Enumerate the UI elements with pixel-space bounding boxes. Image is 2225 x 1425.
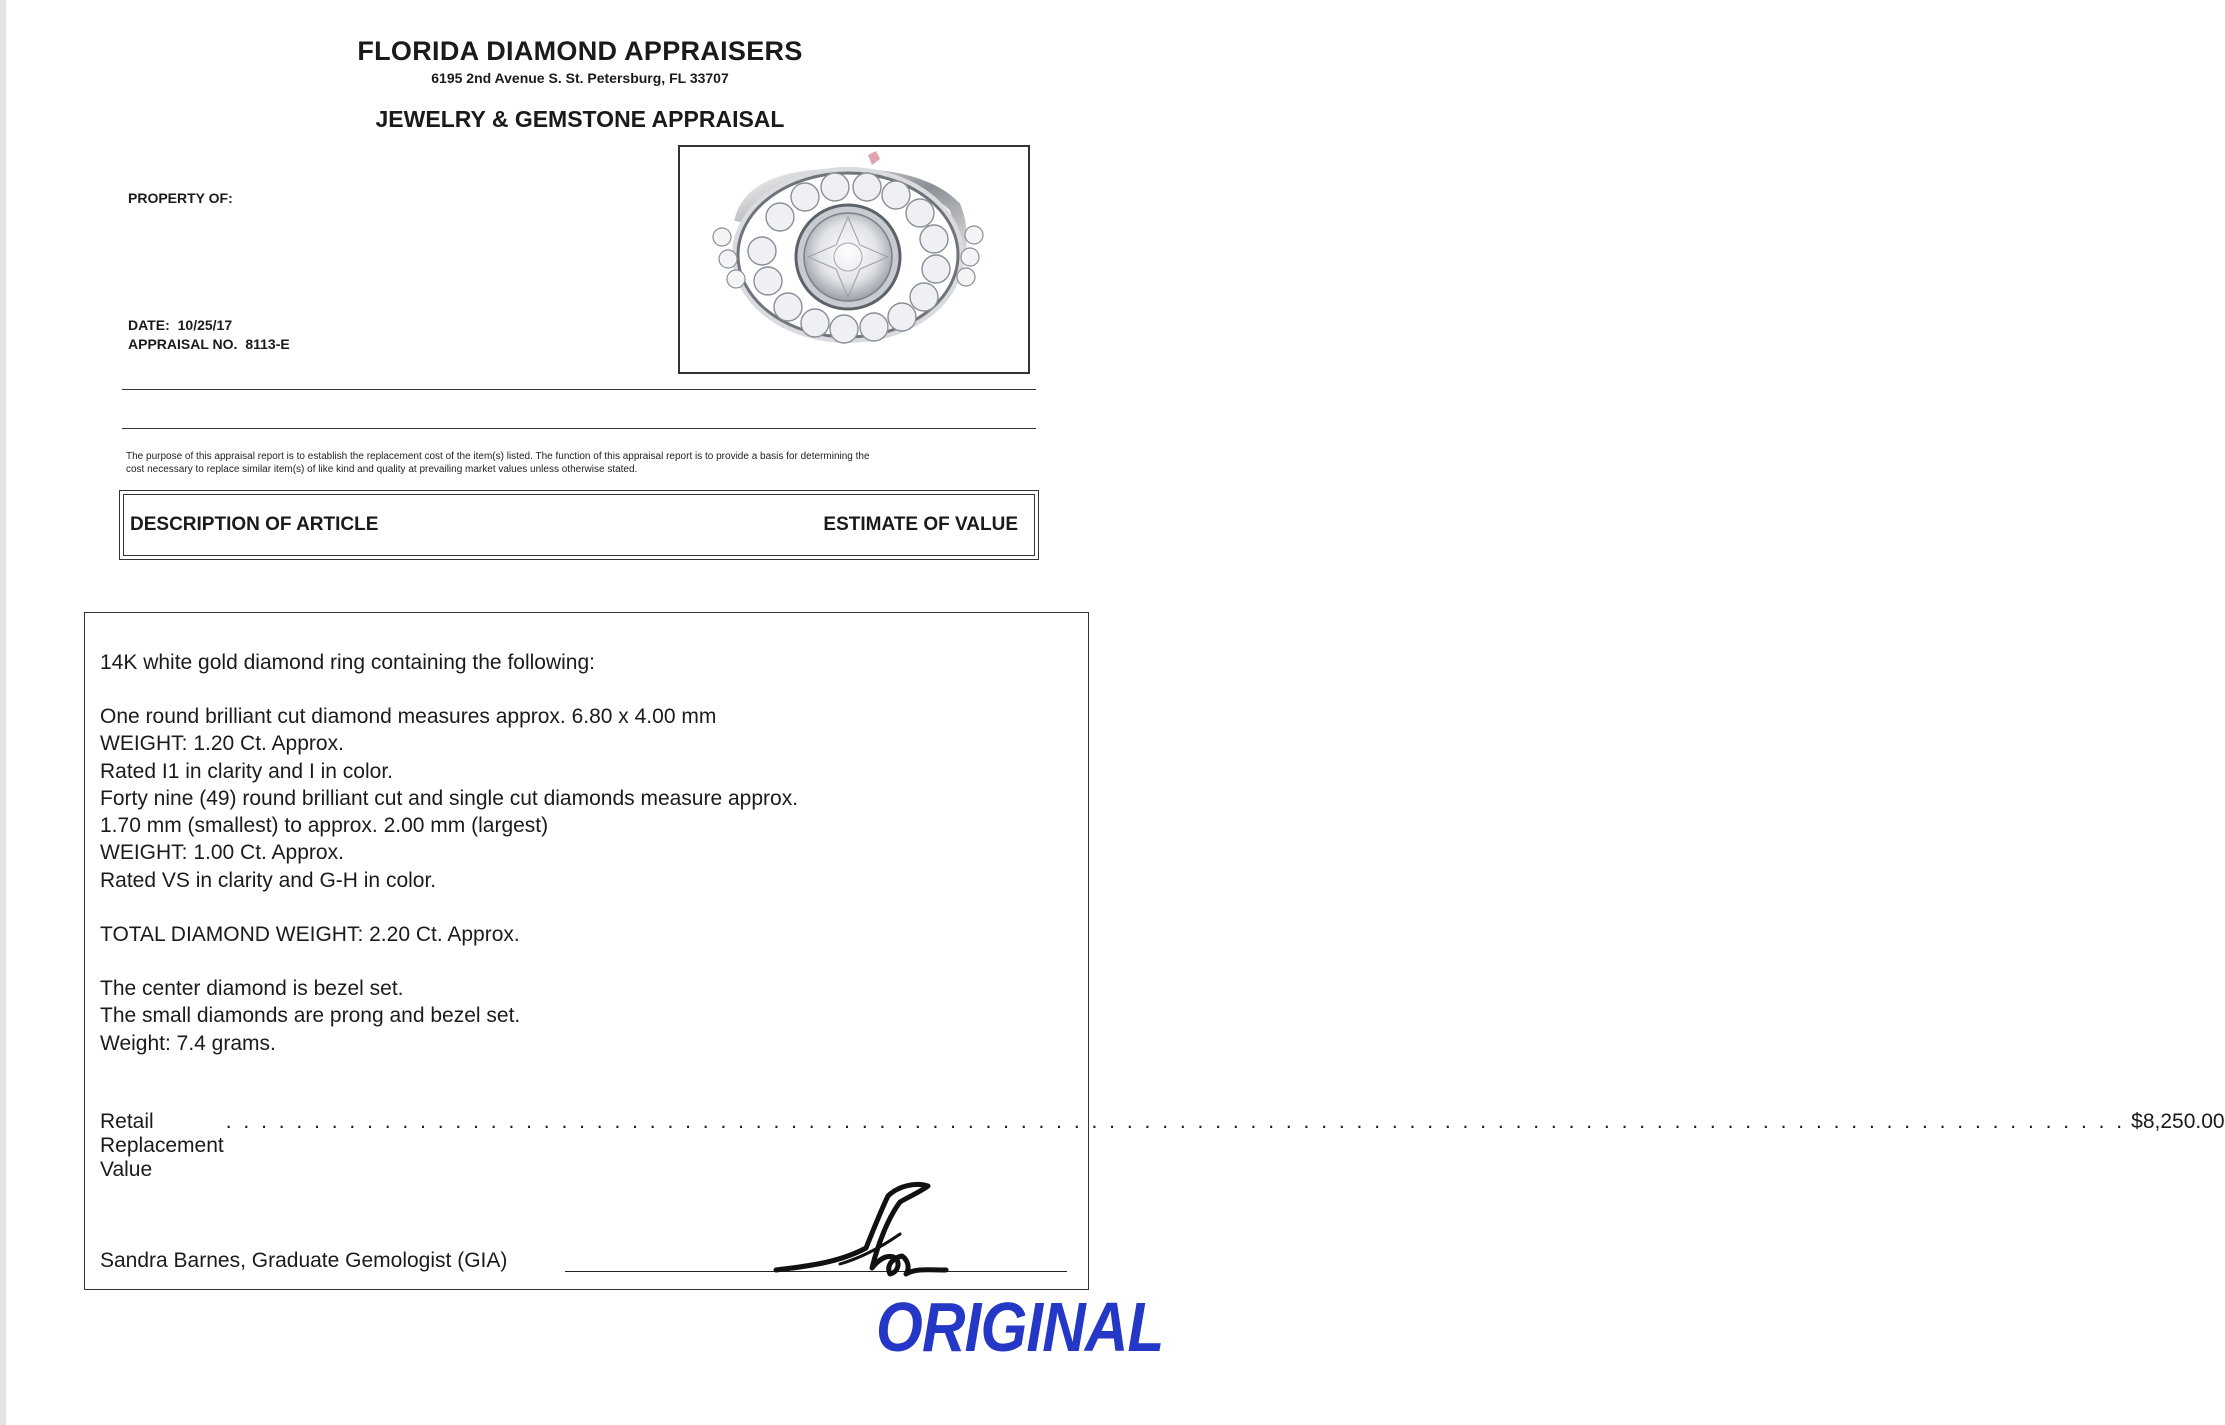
article-header-inner — [123, 494, 1035, 556]
setting-line: Weight: 7.4 grams. — [100, 1031, 276, 1055]
appraisal-number-row — [128, 336, 290, 352]
appraisal-number-label: APPRAISAL NO. — [128, 336, 238, 352]
stone-detail-line: WEIGHT: 1.20 Ct. Approx. — [100, 732, 344, 756]
date-value: 10/25/17 — [177, 317, 233, 333]
stone-detail-line: Rated I1 in clarity and I in color. — [100, 759, 393, 783]
disclaimer-line: The purpose of this appraisal report is to establish the replacement cost of the item(s) listed. The function of this appraisal report is to provide a basis for determining the — [126, 451, 870, 462]
setting-line: The small diamonds are prong and bezel set. — [100, 1004, 521, 1028]
stone-details — [100, 703, 1000, 894]
disclaimer-line: cost necessary to replace similar item(s) of like kind and quality at prevailing market values unless otherwise stated. — [126, 464, 638, 475]
property-of-label: PROPERTY OF: — [128, 190, 233, 206]
stone-detail-line: 1.70 mm (smallest) to approx. 2.00 mm (largest) — [100, 814, 549, 838]
setting-line: The center diamond is bezel set. — [100, 977, 404, 1000]
description-heading: DESCRIPTION OF ARTICLE — [130, 514, 379, 535]
stone-detail-line: WEIGHT: 1.00 Ct. Approx. — [100, 841, 344, 865]
page-edge — [0, 0, 6, 1425]
estimate-heading: ESTIMATE OF VALUE — [823, 514, 1018, 535]
document-title: JEWELRY & GEMSTONE APPRAISAL — [375, 106, 785, 132]
date-label: DATE: — [128, 317, 170, 333]
stone-detail-line: Rated VS in clarity and G-H in color. — [100, 868, 437, 892]
ring-photo-frame — [678, 145, 1030, 374]
rule-line — [122, 389, 1036, 390]
total-diamond-weight: TOTAL DIAMOND WEIGHT: 2.20 Ct. Approx. — [100, 923, 520, 946]
stone-detail-line: One round brilliant cut diamond measures approx. 6.80 x 4.00 mm — [100, 705, 717, 728]
company-address: 6195 2nd Avenue S. St. Petersburg, FL 33707 — [431, 70, 729, 86]
company-name: FLORIDA DIAMOND APPRAISERS — [357, 36, 803, 66]
appraisal-number-value: 8113-E — [245, 336, 290, 352]
appraiser-name: Sandra Barnes, Graduate Gemologist (GIA) — [100, 1249, 508, 1272]
replacement-value-amount: $8,250.00 — [2131, 1110, 2225, 1133]
replacement-value-label: Retail Replacement Value — [100, 1110, 224, 1181]
rule-line — [122, 428, 1036, 429]
setting-details — [100, 975, 1000, 1057]
original-stamp: ORIGINAL — [876, 1288, 1164, 1366]
signature-icon — [770, 1178, 960, 1283]
dot-leader: . . . . . . . . . . . . . . . . . . . . . . . . . . . . . . . . . . . . . . . . . . . . . . . . . . . . . . . . . . . . . . . . . . . . . . . . . . . . . . . . . . . . . . . . . . . . . . . . . . . . . . . . . . . . — [225, 1110, 2126, 1133]
disclaimer-text — [126, 450, 1026, 476]
date-row — [128, 317, 232, 333]
replacement-value-row — [100, 1110, 2225, 1182]
stone-detail-line: Forty nine (49) round brilliant cut and single cut diamonds measure approx. — [100, 786, 799, 810]
article-header-box — [119, 490, 1039, 560]
diamond-ring-photo-icon — [680, 147, 1028, 372]
article-intro: 14K white gold diamond ring containing the following: — [100, 651, 595, 674]
